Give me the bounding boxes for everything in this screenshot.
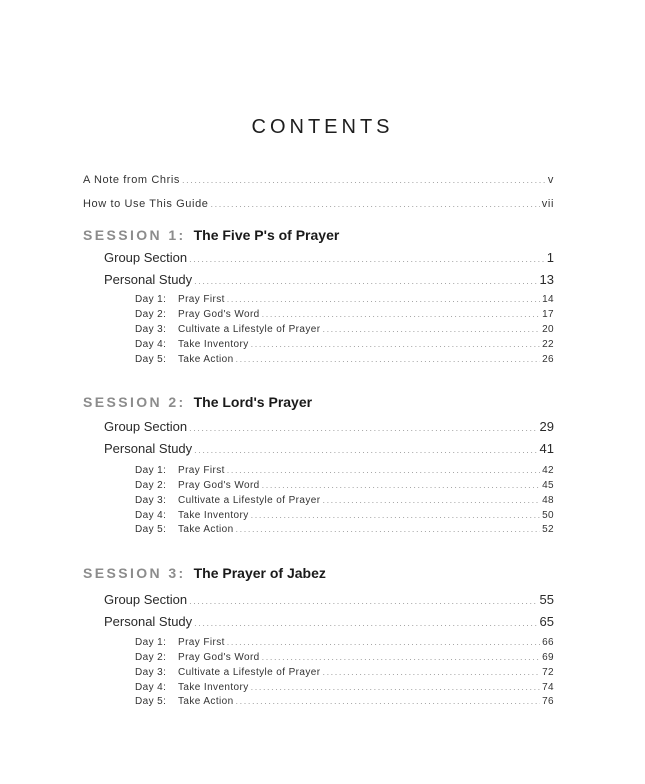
day-title: Pray God's Word [178,480,260,491]
day-number: Day 5: [135,696,167,707]
page-title: CONTENTS [251,116,394,138]
day-title: Take Action [178,524,234,535]
day-number: Day 1: [135,465,167,476]
day-number: Day 2: [135,309,167,320]
toc-entry-day[interactable] [135,354,554,365]
toc-page-number: 48 [542,495,554,506]
dot-leader [194,445,537,455]
dot-leader [211,199,540,209]
toc-page-number: 65 [539,614,554,629]
session-name: The Five P's of Prayer [193,227,340,243]
toc-page-number: 74 [542,682,554,693]
session-number: SESSION 1: [83,227,186,243]
toc-entry-day[interactable] [135,682,554,693]
toc-page-number: 26 [542,354,554,365]
dot-leader [236,524,541,534]
day-number: Day 5: [135,524,167,535]
session-2-heading[interactable] [83,394,312,410]
dot-leader [262,652,540,662]
toc-entry-label: Personal Study [104,441,193,456]
toc-page-number: 22 [542,339,554,350]
dot-leader [189,596,537,606]
toc-entry-personal-study[interactable] [104,441,554,456]
dot-leader [322,495,540,505]
dot-leader [251,339,540,349]
toc-entry-day[interactable] [135,495,554,506]
dot-leader [322,324,540,334]
dot-leader [227,637,540,647]
toc-entry-how-to-use[interactable] [83,198,554,210]
session-name: The Prayer of Jabez [193,565,326,581]
toc-page-number: 69 [542,652,554,663]
toc-entry-day[interactable] [135,480,554,491]
session-name: The Lord's Prayer [193,394,313,410]
dot-leader [262,309,540,319]
session-number: SESSION 3: [83,565,186,581]
toc-entry-day[interactable] [135,652,554,663]
toc-page-number: 1 [546,250,554,265]
day-number: Day 1: [135,637,167,648]
day-title: Pray First [178,294,225,305]
toc-entry-day[interactable] [135,696,554,707]
day-number: Day 3: [135,324,167,335]
toc-page-number: 17 [542,309,554,320]
toc-page-number: 55 [539,592,554,607]
toc-entry-label: A Note from Chris [83,174,181,186]
day-number: Day 4: [135,510,167,521]
day-title: Cultivate a Lifestyle of Prayer [178,324,321,335]
toc-entry-label: Group Section [104,592,188,607]
toc-entry-day[interactable] [135,339,554,350]
toc-page-number: 41 [539,441,554,456]
dot-leader [189,254,545,264]
dot-leader [322,667,540,677]
toc-entry-personal-study[interactable] [104,272,554,287]
day-number: Day 2: [135,480,167,491]
dot-leader [236,696,541,706]
day-title: Pray First [178,637,225,648]
toc-entry-day[interactable] [135,309,554,320]
toc-page-number: 29 [539,419,554,434]
dot-leader [194,618,537,628]
day-title: Cultivate a Lifestyle of Prayer [178,495,321,506]
dot-leader [189,423,537,433]
day-number: Day 3: [135,667,167,678]
toc-entry-label: Group Section [104,419,188,434]
dot-leader [262,480,540,490]
day-title: Take Action [178,354,234,365]
dot-leader [182,175,546,185]
dot-leader [251,682,540,692]
day-title: Pray First [178,465,225,476]
toc-entry-label: Personal Study [104,614,193,629]
toc-page-number: vii [541,198,554,210]
session-1-heading[interactable] [83,227,339,243]
dot-leader [194,276,537,286]
dot-leader [227,294,540,304]
toc-entry-label: Personal Study [104,272,193,287]
toc-entry-note[interactable] [83,174,554,186]
toc-entry-label: Group Section [104,250,188,265]
dot-leader [251,510,540,520]
dot-leader [236,354,541,364]
toc-entry-day[interactable] [135,637,554,648]
toc-page-number: 13 [539,272,554,287]
toc-entry-group-section[interactable] [104,419,554,434]
toc-entry-day[interactable] [135,667,554,678]
day-number: Day 2: [135,652,167,663]
day-number: Day 5: [135,354,167,365]
toc-page-number: 76 [542,696,554,707]
toc-entry-day[interactable] [135,324,554,335]
session-number: SESSION 2: [83,394,186,410]
day-title: Pray God's Word [178,652,260,663]
toc-page-number: 72 [542,667,554,678]
toc-entry-day[interactable] [135,294,554,305]
day-title: Take Inventory [178,339,249,350]
toc-entry-day[interactable] [135,510,554,521]
toc-entry-day[interactable] [135,524,554,535]
day-number: Day 3: [135,495,167,506]
toc-page-number: 52 [542,524,554,535]
day-title: Cultivate a Lifestyle of Prayer [178,667,321,678]
session-3-heading[interactable] [83,565,326,581]
dot-leader [227,465,540,475]
day-number: Day 4: [135,682,167,693]
toc-page-number: 42 [542,465,554,476]
toc-entry-day[interactable] [135,465,554,476]
day-number: Day 4: [135,339,167,350]
toc-page-number: 66 [542,637,554,648]
day-title: Pray God's Word [178,309,260,320]
day-number: Day 1: [135,294,167,305]
toc-entry-group-section[interactable] [104,250,554,265]
toc-entry-group-section[interactable] [104,592,554,607]
day-title: Take Inventory [178,510,249,521]
toc-entry-personal-study[interactable] [104,614,554,629]
toc-page-number: 50 [542,510,554,521]
toc-page-number: 20 [542,324,554,335]
toc-page-number: 45 [542,480,554,491]
day-title: Take Action [178,696,234,707]
toc-page-number: v [547,174,554,186]
day-title: Take Inventory [178,682,249,693]
toc-page-number: 14 [542,294,554,305]
toc-entry-label: How to Use This Guide [83,198,209,210]
